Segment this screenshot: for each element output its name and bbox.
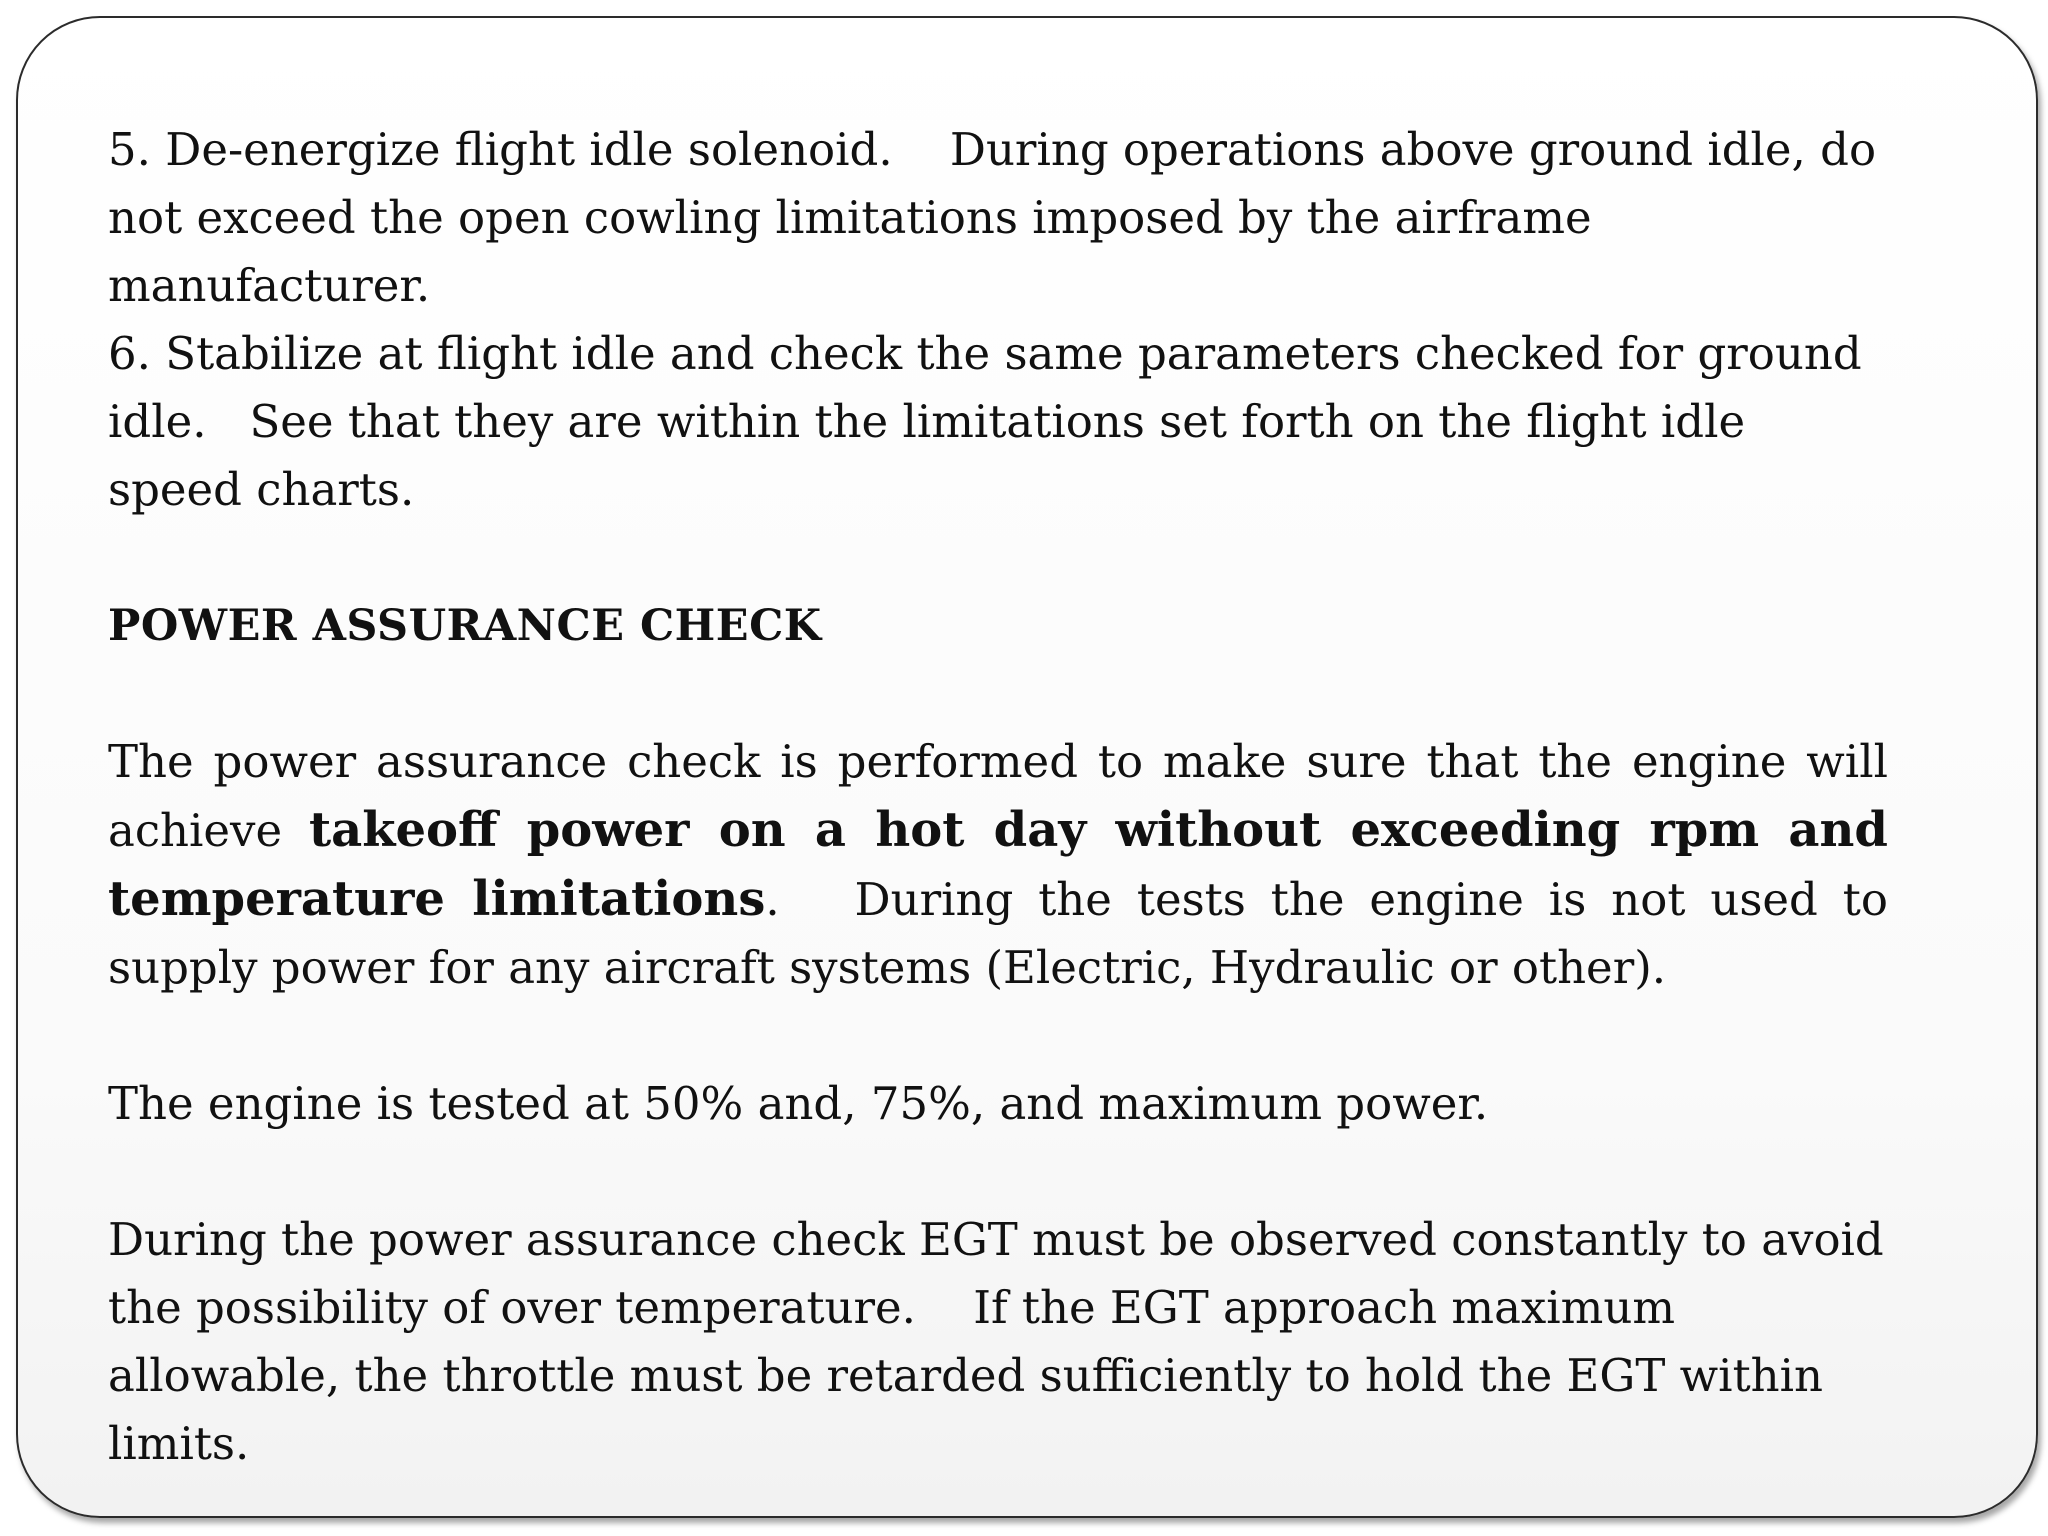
slide-content xyxy=(108,116,1888,1478)
egt-paragraph xyxy=(108,1206,1888,1478)
power-assurance-intro: The power assurance check is performed to make sure that the engine will achieve xyxy=(108,735,1888,857)
step-6-rest: See that they are within the limitations set forth on the flight idle speed charts. xyxy=(108,395,1746,516)
spacer xyxy=(108,1138,1888,1206)
egt-rest: If the EGT approach maximum allowable, the throttle must be retarded sufficiently to hold the EGT within limits. xyxy=(108,1281,1824,1470)
power-assurance-rest: During the tests the engine is not used to supply power for any aircraft systems (Electric, Hydraulic or other). xyxy=(108,873,1888,994)
power-assurance-emphasis: takeoff power on a hot day without exceeding rpm and temperature limitations xyxy=(108,802,1888,927)
step-5-lead: 5. De-energize flight idle solenoid. xyxy=(108,123,893,176)
step-6-lead: 6. Stabilize at flight idle and check the same parameters checked for ground idle. xyxy=(108,327,1862,448)
step-5-rest: During operations above ground idle, do not exceed the open cowling limitations imposed by the airframe manufacturer. xyxy=(108,123,1877,312)
spacer xyxy=(108,524,1888,592)
spacer xyxy=(108,1002,1888,1070)
step-5-paragraph xyxy=(108,116,1888,320)
step-6-paragraph xyxy=(108,320,1888,524)
test-levels-paragraph: The engine is tested at 50% and, 75%, and maximum power. xyxy=(108,1077,1489,1130)
egt-lead: During the power assurance check EGT must be observed constantly to avoid the possibility of over temperature. xyxy=(108,1213,1884,1334)
section-heading: POWER ASSURANCE CHECK xyxy=(108,601,822,651)
power-assurance-period: . xyxy=(765,873,780,926)
power-assurance-paragraph xyxy=(108,728,1888,1002)
spacer xyxy=(108,660,1888,728)
